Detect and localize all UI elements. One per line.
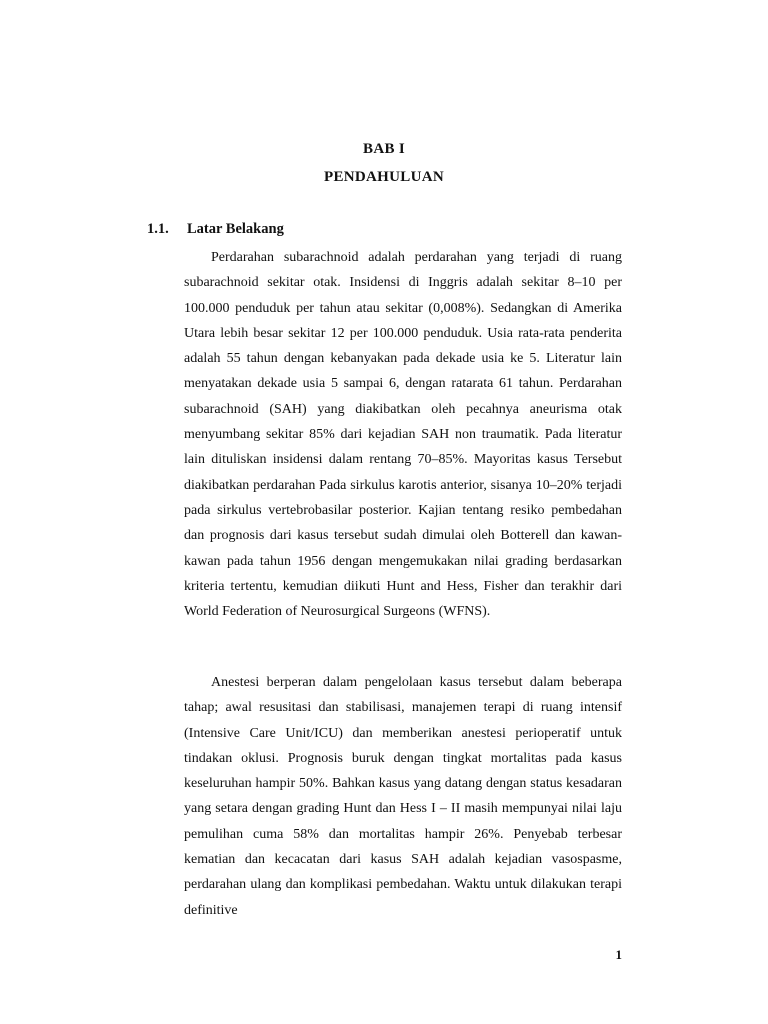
paragraph: Anestesi berperan dalam pengelolaan kasus tersebut dalam beberapa tahap; awal resusitasi dan stabilisasi, manajemen terapi di ruang intensif (Intensive Care Unit/ICU) dan memberikan anestesi perioperatif untuk tindakan oklusi. Prognosis buruk dengan tingkat mortalitas pada kasus keseluruhan hampir 50%. Bahkan kasus yang datang dengan status kesadaran yang setara dengan grading Hunt dan Hess I – II masih mempunyai nilai laju pemulihan cuma 58% dan mortalitas hampir 26%. Penyebab terbesar kematian dan kecacatan dari kasus SAH adalah kejadian vasospasme, perdarahan ulang dan komplikasi pembedahan. Waktu untuk dilakukan terapi definitive bbox=[184, 675, 622, 918]
section-title: Latar Belakang bbox=[187, 221, 284, 237]
chapter-title: PENDAHULUAN bbox=[324, 169, 444, 185]
page-number: 1 bbox=[615, 947, 622, 962]
paragraph: Perdarahan subarachnoid adalah perdarahan yang terjadi di ruang subarachnoid sekitar otak. Insidensi di Inggris adalah sekitar 8–10 per 100.000 penduduk per tahun atau sekitar (0,008%). Sedangkan di Amerika Utara lebih besar sekitar 12 per 100.000 penduduk. Usia rata-rata penderita adalah 55 tahun dengan kebanyakan pada dekade usia ke 5. Literatur lain menyatakan dekade usia 5 sampai 6, dengan ratarata 61 tahun. Perdarahan subarachnoid (SAH) yang diakibatkan oleh pecahnya aneurisma otak menyumbang sekitar 85% dari kejadian SAH non traumatik. Pada literatur lain dituliskan insidensi dalam rentang 70–85%. Mayoritas kasus Tersebut diakibatkan perdarahan Pada sirkulus karotis anterior, sisanya 10–20% terjadi pada sirkulus vertebrobasilar posterior. Kajian tentang resiko pembedahan dan prognosis dari kasus tersebut sudah dimulai oleh Botterell dan kawan-kawan pada tahun 1956 dengan mengemukakan nilai grading berdasarkan kriteria tertentu, kemudian diikuti Hunt and Hess, Fisher dan terakhir dari World Federation of Neurosurgical Surgeons (WFNS). bbox=[184, 250, 622, 620]
paragraph-block-1 bbox=[184, 245, 622, 624]
chapter-number: BAB I bbox=[363, 141, 405, 157]
section-number: 1.1. bbox=[147, 221, 169, 237]
section-heading bbox=[147, 221, 284, 238]
paragraph-block-2 bbox=[184, 670, 622, 923]
